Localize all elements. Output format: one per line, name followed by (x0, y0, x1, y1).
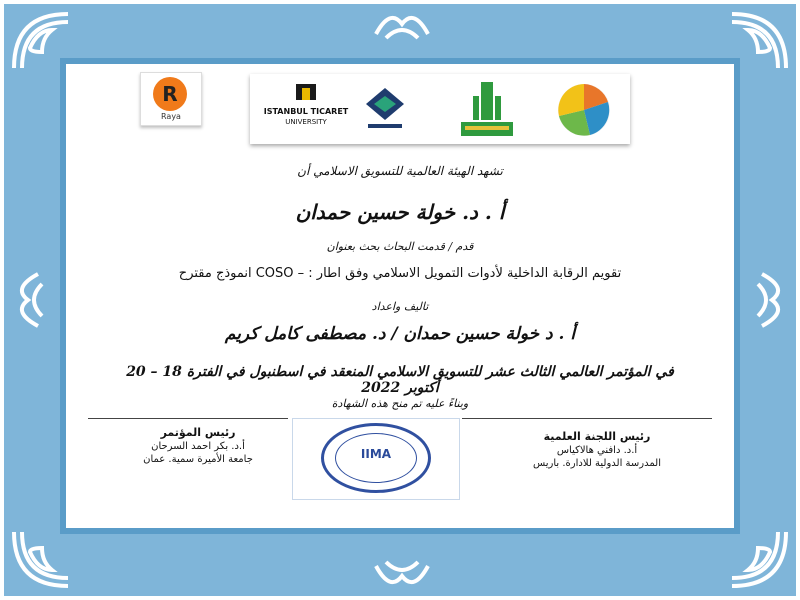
university-green-logo-icon (455, 78, 519, 140)
partner-logos (250, 74, 630, 144)
certificate-intro: تشهد الهيئة العالمية للتسويق الاسلامي أن (297, 164, 503, 178)
recipient-name: أ . د. خولة حسين حمدان (295, 200, 505, 224)
divider-left (88, 418, 288, 419)
islamic-marketing-logo-icon (546, 78, 622, 140)
signature-name: أ.د. بكر احمد السرحان (151, 441, 245, 452)
raya-logo-name: Raya (161, 112, 181, 121)
official-stamp (292, 418, 460, 500)
authors-names: أ . د خولة حسين حمدان / د. مصطفى كامل كريم (224, 324, 576, 344)
closing-line: وبناءً عليه تم منح هذه الشهادة (331, 397, 469, 410)
conference-line: في المؤتمر العالمي الثالث عشر للتسويق الاسلامي المنعقد في اسطنبول في الفترة 18 – 20 أكتوبر 2022 (126, 364, 674, 396)
istanbul-ticaret-logo (258, 80, 354, 136)
divider-right (462, 418, 712, 419)
istanbul-logo-line1: ISTANBUL TICARET (263, 107, 349, 116)
authored-by-label: تاليف واعداد (371, 300, 429, 313)
research-title: تقويم الرقابة الداخلية لأدوات التمويل الاسلامي وفق اطار : – COSO انموذج مقترح (178, 266, 622, 281)
raya-logo-letter: R (162, 82, 178, 106)
stamp-text: IIMA (360, 447, 392, 461)
right-ornament-icon (748, 270, 792, 330)
signature-org: المدرسة الدولية للادارة. باريس (533, 458, 661, 469)
submitted-label: قدم / قدمت البحاث بحث بعنوان (326, 240, 474, 253)
signature-org: جامعة الأميرة سمية. عمان (143, 454, 253, 465)
signature-title: رئيس اللجنة العلمية (543, 430, 651, 443)
top-ornament-icon (372, 4, 432, 48)
signature-title: رئيس المؤتمر (160, 426, 236, 439)
left-ornament-icon (8, 270, 52, 330)
conference-president-signature (118, 426, 278, 465)
istanbul-logo-line2: UNIVERSITY (285, 118, 327, 126)
signature-name: أ.د. دافني هالاكياس (556, 445, 638, 456)
bottom-ornament-icon (372, 552, 432, 596)
sumaya-university-logo-icon (362, 84, 408, 134)
scientific-committee-signature (512, 430, 682, 469)
raya-logo (140, 72, 202, 126)
